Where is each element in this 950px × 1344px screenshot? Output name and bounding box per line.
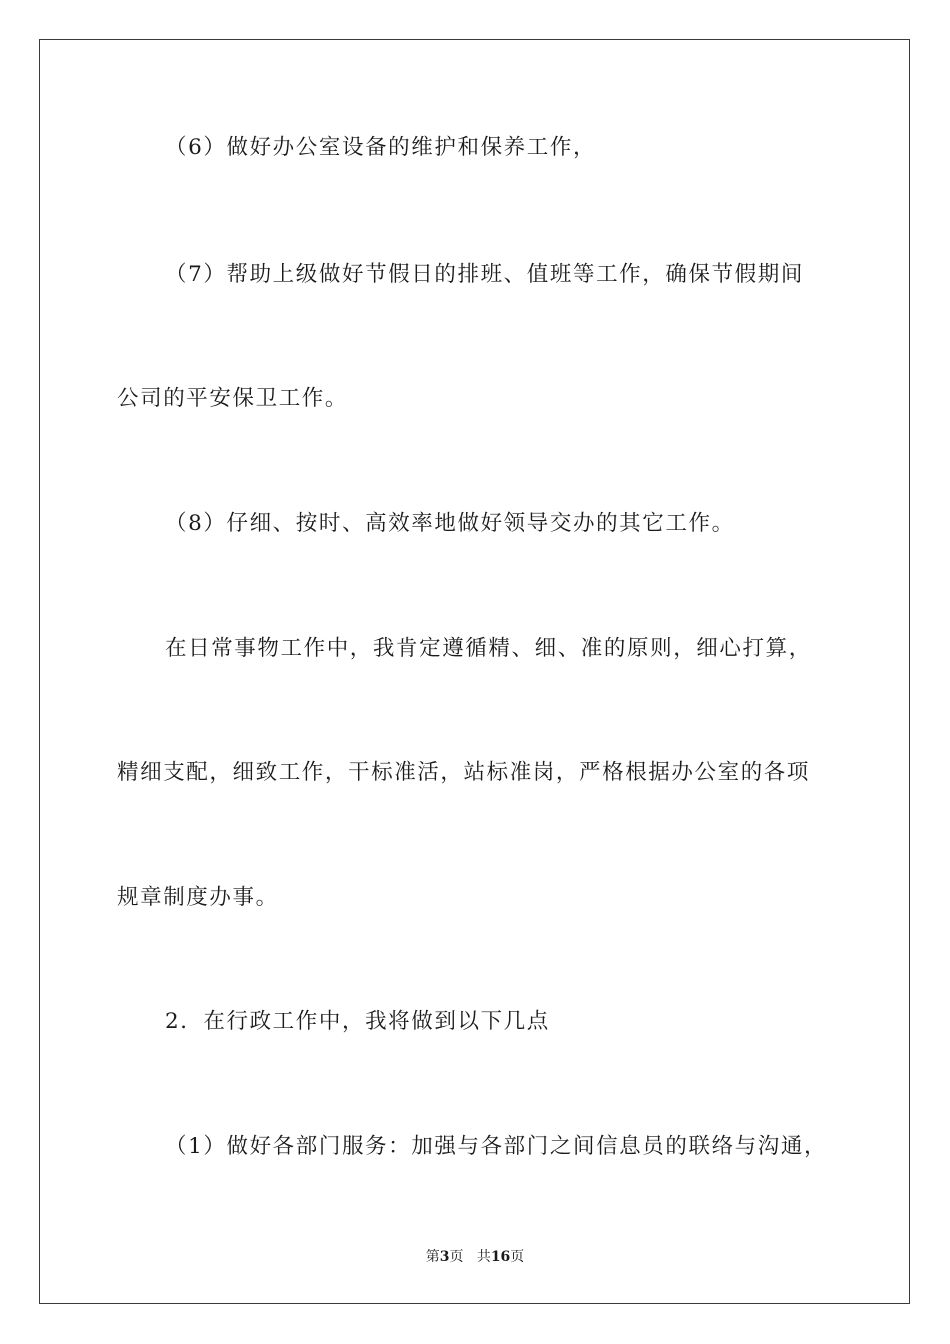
page-footer [0,1248,950,1266]
paragraph-line: （1）做好各部门服务：加强与各部门之间信息员的联络与沟通， [165,1134,828,1159]
paragraph-line: 精细支配，细致工作，干标准活，站标准岗，严格根据办公室的各项 [117,760,811,785]
page-unit: 页 [449,1249,464,1265]
paragraph-line: 2．在行政工作中，我将做到以下几点 [165,1009,550,1034]
paragraph-line: （7）帮助上级做好节假日的排班、值班等工作，确保节假期间 [165,262,804,287]
page-border [39,39,910,1304]
page-prefix: 第 [425,1249,440,1265]
paragraph-line: （6）做好办公室设备的维护和保养工作， [165,135,597,160]
paragraph-line: 在日常事物工作中，我肯定遵循精、细、准的原则，细心打算， [165,636,812,661]
total-prefix: 共 [476,1249,491,1265]
page-current: 3 [439,1249,450,1265]
page-total: 16 [490,1249,511,1265]
paragraph-line: 公司的平安保卫工作。 [117,386,349,411]
paragraph-line: （8）仔细、按时、高效率地做好领导交办的其它工作。 [165,511,735,536]
total-unit: 页 [510,1249,525,1265]
paragraph-line: 规章制度办事。 [117,885,279,910]
